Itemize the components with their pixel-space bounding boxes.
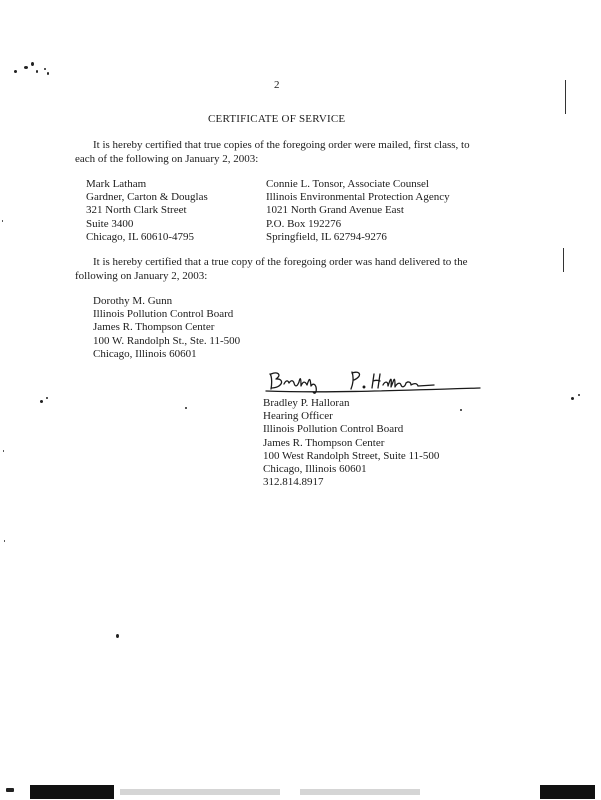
scan-speck xyxy=(571,397,574,400)
address-line: Chicago, Illinois 60601 xyxy=(93,347,197,360)
hand-delivery-recipient-address xyxy=(93,295,240,361)
recipient-address-latham xyxy=(86,178,208,244)
address-line: P.O. Box 192276 xyxy=(266,217,342,230)
scan-speck xyxy=(185,407,187,409)
address-line: Springfield, IL 62794-9276 xyxy=(266,230,387,243)
address-line: Chicago, Illinois 60601 xyxy=(263,463,367,476)
scan-footer-noise xyxy=(120,789,280,795)
scan-speck xyxy=(6,788,14,792)
address-line: Illinois Pollution Control Board xyxy=(93,308,234,321)
scan-speck xyxy=(116,634,119,638)
handwritten-signature xyxy=(264,364,484,396)
address-line: 1021 North Grand Avenue East xyxy=(266,204,404,217)
scan-speck xyxy=(46,397,48,399)
address-line: Chicago, IL 60610-4795 xyxy=(86,230,195,243)
scan-speck xyxy=(44,68,46,70)
scan-speck xyxy=(3,450,4,452)
scan-speck xyxy=(460,409,462,411)
address-line: 321 North Clark Street xyxy=(86,204,187,217)
recipient-address-tonsor xyxy=(266,178,450,244)
hand-delivery-certification-line-2: following on January 2, 2003: xyxy=(75,270,208,282)
hearing-officer-signature-block xyxy=(263,397,439,489)
mail-certification-line-2: each of the following on January 2, 2003: xyxy=(75,153,259,165)
signer-phone: 312.814.8917 xyxy=(263,476,324,489)
scan-edge-mark xyxy=(563,248,564,272)
scan-speck xyxy=(31,62,34,66)
page-title: CERTIFICATE OF SERVICE xyxy=(208,113,346,125)
address-line: 100 West Randolph Street, Suite 11-500 xyxy=(263,449,440,462)
address-line: Illinois Pollution Control Board xyxy=(263,423,404,436)
address-line: 100 W. Randolph St., Ste. 11-500 xyxy=(93,334,241,347)
address-line: Dorothy M. Gunn xyxy=(93,295,173,307)
address-line: Illinois Environmental Protection Agency xyxy=(266,191,450,204)
scan-footer-noise xyxy=(300,789,420,795)
scan-speck xyxy=(4,540,5,542)
scan-speck xyxy=(36,70,38,73)
address-line: Suite 3400 xyxy=(86,217,134,230)
address-line: James R. Thompson Center xyxy=(93,321,215,334)
address-line: Connie L. Tonsor, Associate Counsel xyxy=(266,178,429,190)
scan-speck xyxy=(14,70,17,73)
signer-name: Bradley P. Halloran xyxy=(263,397,350,409)
scan-edge-mark xyxy=(565,80,566,114)
scan-footer-bar xyxy=(540,785,595,799)
address-line: Mark Latham xyxy=(86,178,147,190)
scan-speck xyxy=(24,66,28,69)
page-number: 2 xyxy=(274,79,280,91)
scan-speck xyxy=(578,394,580,396)
scan-footer-bar xyxy=(30,785,114,799)
scan-speck xyxy=(47,72,49,75)
mail-certification-line-1: It is hereby certified that true copies of the foregoing order were mailed, first class, to xyxy=(93,139,470,151)
signer-title: Hearing Officer xyxy=(263,410,333,423)
hand-delivery-certification-line-1: It is hereby certified that a true copy of the foregoing order was hand delivered to the xyxy=(93,256,468,268)
scan-speck xyxy=(40,400,43,403)
address-line: Gardner, Carton & Douglas xyxy=(86,191,208,204)
address-line: James R. Thompson Center xyxy=(263,436,385,449)
scan-speck xyxy=(2,220,3,222)
